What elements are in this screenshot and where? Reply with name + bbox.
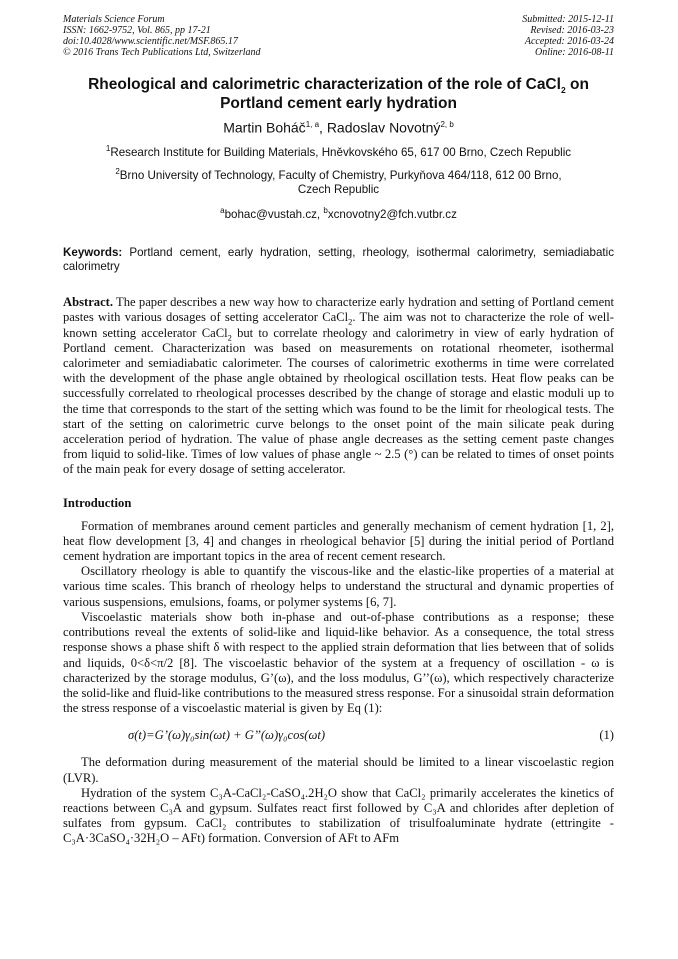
journal-name: Materials Science Forum [63, 14, 165, 25]
header-left [63, 14, 261, 58]
header-right [522, 14, 614, 58]
author-1: Martin Boháč [223, 119, 306, 136]
equation-expression: σ(t)=G’(ω)γ₀sin(ωt) + G’’(ω)γ₀cos(ωt) [128, 728, 326, 743]
section-heading-introduction: Introduction [63, 495, 132, 510]
submitted-date: Submitted: 2015-12-11 [522, 14, 614, 25]
paper-page [63, 14, 614, 847]
intro-paragraph-2: Oscillatory rheology is able to quantify the viscous-like and the elastic-like properties of a material at various time scales. This branch of rheology helps to understand the structural and dynamic properties of various suspensions, emulsions, foams, or polymer systems [6, 7]. [63, 564, 614, 609]
author-emails: $^a$bohac@vustah.cz, $^b$xcnovotny2@fch.vutbr.cz [220, 206, 457, 222]
abstract: Abstract. The paper describes a new way how to characterize early hydration and setting of Portland cement pastes with various dosages of setting accelerator CaCl$_2$. The aim was not to characterize the role of well-known setting accelerator CaCl$_2$ but to correlate rheology and calorimetry in view of early hydration of Portland cement. Characterization was based on measurements on rotational rheometer, isothermal calorimeter and semiadiabatic calorimeter. The courses of calorimetric exotherms in time were correlated with the development of the phase angle obtained by rheological oscillation tests. Heat flow peaks can be successfully correlated to rheological processes described by the change of storage and elastic moduli up to the time that corresponds to the start of the setting which was found to be the limit for rheological tests. The start of the setting on calorimetric curve belongs to the onset point of the main silicate peak during acceleration period of hydration. The value of phase angle decreases as the setting cement paste changes from liquid to solid-like. Times of low values of phase angle ~ 2.5 (°) can be related to times of onset points of the main peak for every dosage of setting accelerator. [63, 295, 614, 477]
keywords: Keywords: Portland cement, early hydration, setting, rheology, isothermal calorimetry, semiadiabatic calorimetry [63, 246, 614, 274]
online-date: Online: 2016-08-11 [535, 47, 614, 58]
equation-1 [63, 728, 614, 743]
author-2: Radoslav Novotný [326, 119, 441, 136]
equation-number: (1) [599, 728, 614, 743]
intro-paragraph-4: The deformation during measurement of the material should be limited to a linear viscoelastic region (LVR). [63, 755, 614, 785]
intro-paragraph-3: Viscoelastic materials show both in-phase and out-of-phase contributions as a response; these contributions reveal the extents of solid-like and liquid-like behavior. As a consequence, the total stress response shows a phase shift δ with respect to the applied strain deformation that lies between that of solids and liquids, 0<δ<π/2 [8]. The viscoelastic behavior of the system at a frequency of oscillation - ω is characterized by the storage modulus, G’(ω), and the loss modulus, G’’(ω), which respectively characterize the solid-like and fluid-like contributions to the measured stress response. For a sinusoidal strain deformation the stress response of a viscoelastic material is given by Eq (1): [63, 609, 614, 716]
copyright-line: © 2016 Trans Tech Publications Ltd, Switzerland [63, 47, 261, 58]
accepted-date: Accepted: 2016-03-24 [524, 36, 614, 47]
paper-title: Rheological and calorimetric characterization of the role of CaCl$_2$ on Portland cement early hydration [88, 76, 589, 112]
issn-line: ISSN: 1662-9752, Vol. 865, pp 17-21 [63, 25, 211, 36]
journal-header [63, 14, 614, 58]
intro-paragraph-1: Formation of membranes around cement particles and generally mechanism of cement hydration [1, 2], heat flow development [3, 4] and changes in rheological behavior [5] during the initial period of Portland cement hydration are important topics in the area of recent cement research. [63, 518, 614, 564]
affiliation-1: $^1$Research Institute for Building Materials, Hněvkovského 65, 617 00 Brno, Czech Republic [105, 143, 572, 159]
doi-line: doi:10.4028/www.scientific.net/MSF.865.17 [63, 36, 238, 47]
affiliation-2: $^2$Brno University of Technology, Faculty of Chemistry, Purkyňova 464/118, 612 00 Brno, Czech Republic [115, 166, 562, 197]
revised-date: Revised: 2016-03-23 [530, 25, 614, 36]
intro-paragraph-5: Hydration of the system C₃A-CaCl₂-CaSO₄.2H₂O show that CaCl₂ primarily accelerates the kinetics of reactions between C₃A and gypsum. Sulfates react first followed by C₃A and chlorides after depletion of sulfates from gypsum. CaCl₂ contributes to stabilization of trisulfoaluminate hydrate (ettringite - C₃A·3CaSO₄·32H₂O – AFt) formation. Conversion of AFt to AFm [63, 785, 614, 846]
author-list: Martin Boháč$^{1, a}$, Radoslav Novotný$^{2, b}$ [223, 119, 454, 136]
